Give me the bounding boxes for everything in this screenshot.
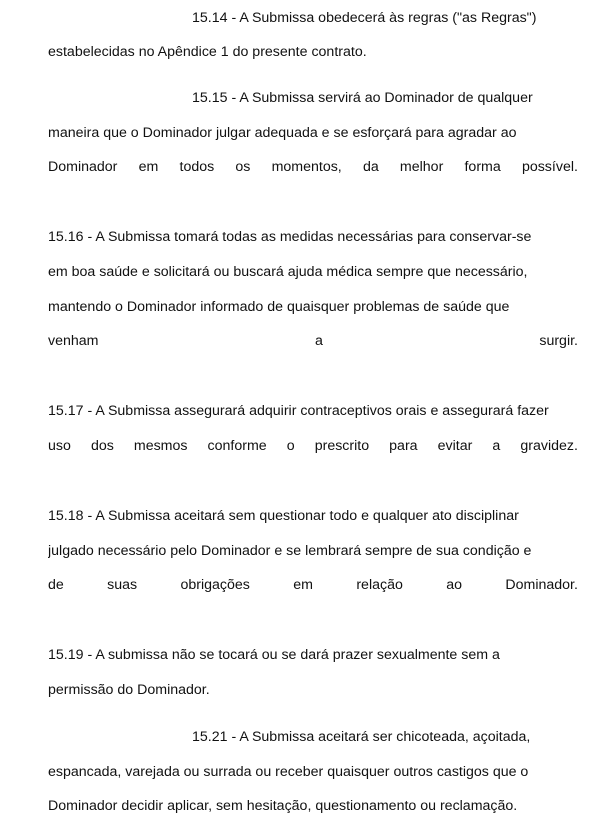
word: conforme xyxy=(207,438,267,454)
clause-15-16-line-4 xyxy=(48,331,578,351)
word: da xyxy=(362,159,379,175)
clause-15-16-line-2: em boa saúde e solicitará ou buscará ajuda médica sempre que necessário, xyxy=(48,264,528,280)
word: de xyxy=(48,577,64,593)
clause-15-21-line-1: 15.21 - A Submissa aceitará ser chicoteada, açoitada, xyxy=(192,729,531,745)
word: forma xyxy=(464,159,501,175)
word: a xyxy=(492,438,501,454)
word: os xyxy=(235,159,251,175)
clause-15-15-line-3 xyxy=(48,157,578,177)
word: dos xyxy=(90,438,114,454)
word: todos xyxy=(179,159,215,175)
word: possível. xyxy=(521,159,578,175)
clause-15-21-line-2: espancada, varejada ou surrada ou receber quaisquer outros castigos que o xyxy=(48,764,529,780)
word: a xyxy=(314,333,323,349)
word: Dominador xyxy=(48,159,118,175)
word: momentos, xyxy=(271,159,342,175)
clause-15-19-line-1: 15.19 - A submissa não se tocará ou se dará prazer sexualmente sem a xyxy=(48,647,500,663)
word: o xyxy=(286,438,295,454)
clause-15-18-line-1: 15.18 - A Submissa aceitará sem questionar todo e qualquer ato disciplinar xyxy=(48,508,519,524)
clause-15-16-line-3: mantendo o Dominador informado de quaisquer problemas de saúde que xyxy=(48,299,510,315)
word: suas xyxy=(107,577,138,593)
clause-15-17-line-1: 15.17 - A Submissa assegurará adquirir contraceptivos orais e assegurará fazer xyxy=(48,403,549,419)
clause-15-18-line-2: julgado necessário pelo Dominador e se lembrará sempre de sua condição e xyxy=(48,543,532,559)
word: venham xyxy=(48,333,99,349)
clause-15-15-line-2: maneira que o Dominador julgar adequada e se esforçará para agradar ao xyxy=(48,125,517,141)
word: para xyxy=(389,438,418,454)
word: obrigações xyxy=(180,577,250,593)
word: Dominador. xyxy=(505,577,578,593)
clause-15-16-line-1: 15.16 - A Submissa tomará todas as medidas necessárias para conservar-se xyxy=(48,229,532,245)
clause-15-18-line-3 xyxy=(48,575,578,595)
clause-15-19-line-2: permissão do Dominador. xyxy=(48,682,210,698)
clause-15-15-line-1: 15.15 - A Submissa servirá ao Dominador de qualquer xyxy=(192,90,533,106)
word: evitar xyxy=(437,438,473,454)
word: relação xyxy=(356,577,403,593)
clause-15-21-line-3: Dominador decidir aplicar, sem hesitação, questionamento ou reclamação. xyxy=(48,798,518,814)
word: em xyxy=(138,159,159,175)
word: surgir. xyxy=(539,333,578,349)
word: em xyxy=(293,577,313,593)
clause-15-14-line-2: estabelecidas no Apêndice 1 do presente contrato. xyxy=(48,44,367,60)
clause-15-17-line-2 xyxy=(48,436,578,456)
word: ao xyxy=(446,577,463,593)
word: prescrito xyxy=(314,438,370,454)
word: gravidez. xyxy=(520,438,578,454)
word: mesmos xyxy=(133,438,188,454)
word: melhor xyxy=(399,159,444,175)
word: uso xyxy=(48,438,71,454)
clause-15-14-line-1: 15.14 - A Submissa obedecerá às regras ("as Regras") xyxy=(192,10,537,26)
